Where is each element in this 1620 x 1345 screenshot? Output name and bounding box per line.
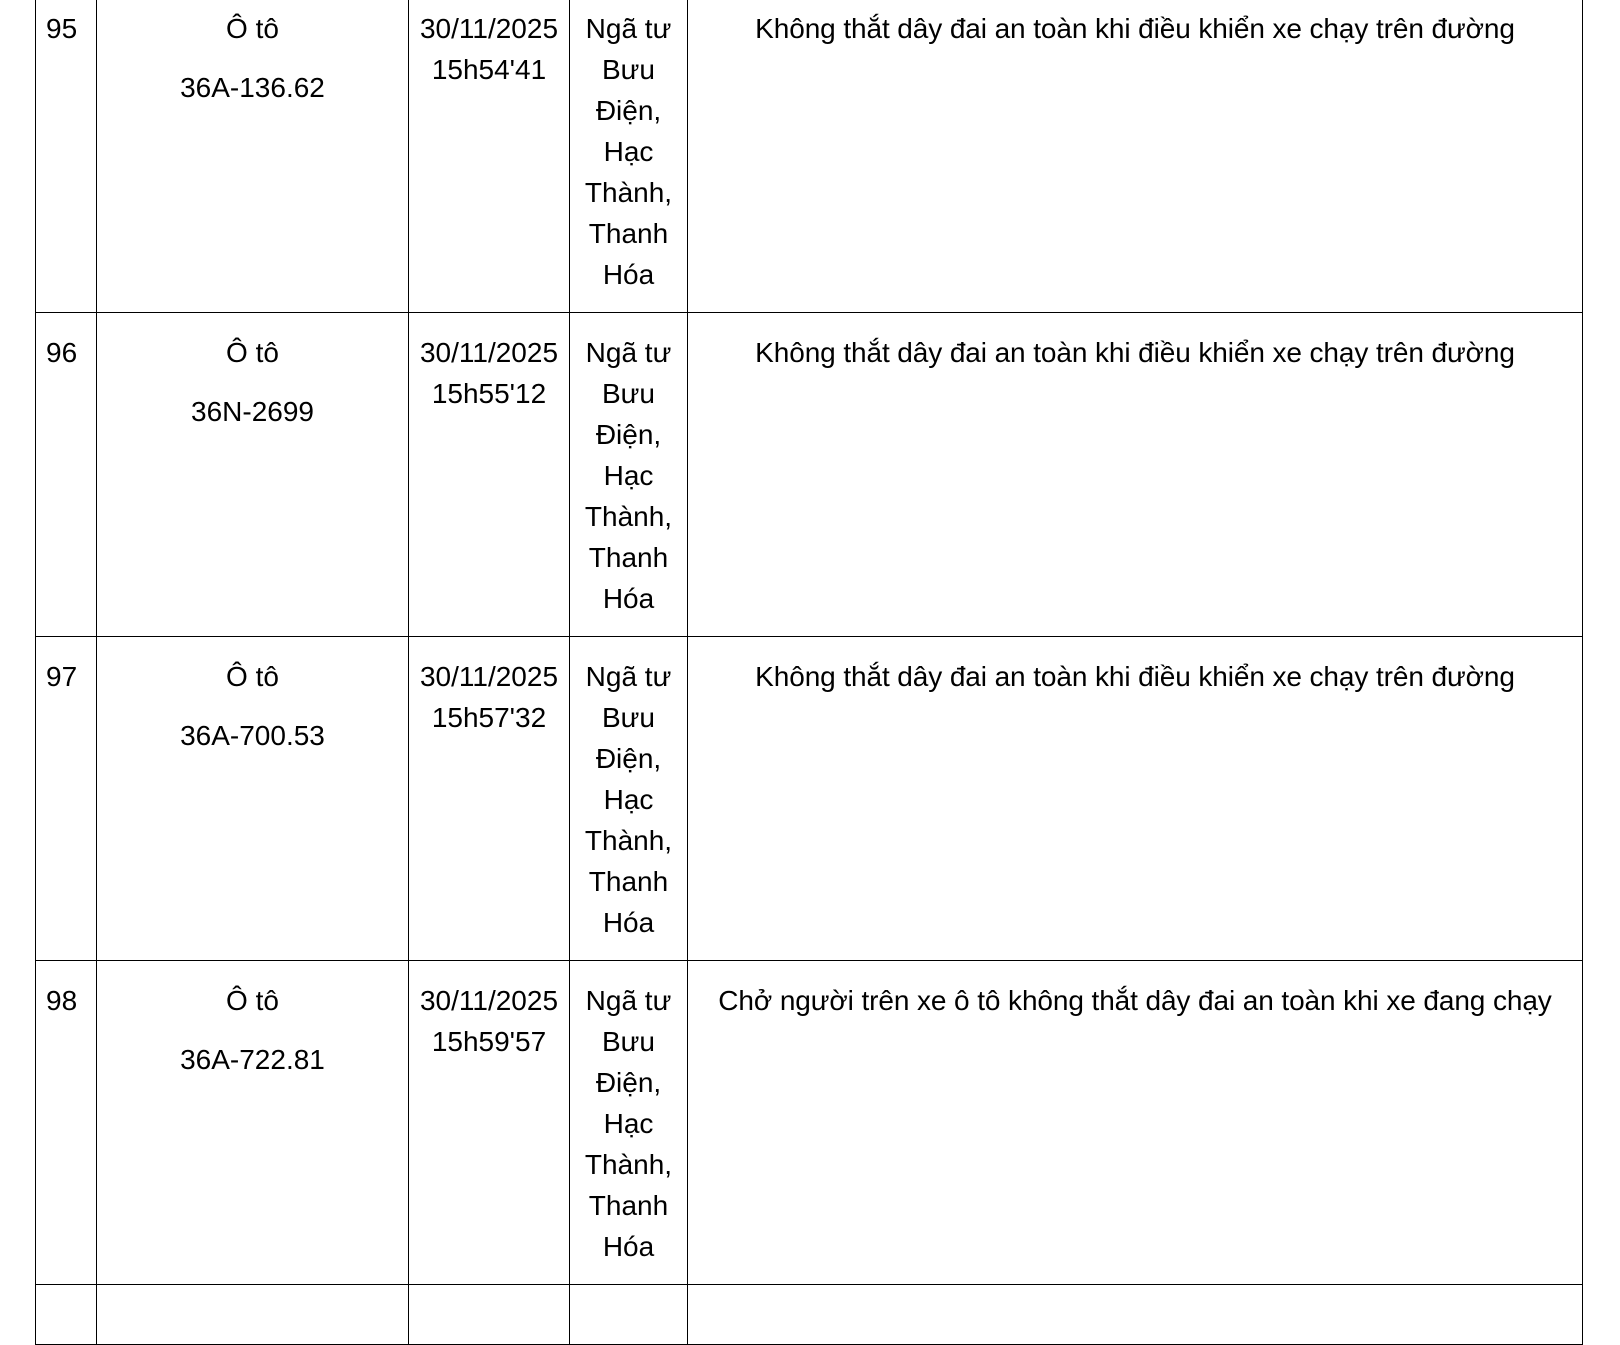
location-line: Thanh — [588, 542, 669, 573]
datetime-cell — [409, 1285, 570, 1345]
table-row — [36, 0, 1583, 313]
location-line: Thành, — [584, 501, 673, 532]
location-line: Hạc — [603, 784, 654, 815]
violation-description: Chở người trên xe ô tô không thắt dây đai an toàn khi xe đang chạy — [688, 961, 1583, 1285]
violation-date: 30/11/2025 — [419, 985, 559, 1016]
vehicle-cell — [97, 637, 409, 961]
location-line: Thành, — [584, 1149, 673, 1180]
violation-date: 30/11/2025 — [419, 661, 559, 692]
table-row — [36, 1285, 1583, 1345]
vehicle-cell — [97, 0, 409, 313]
violations-table-body — [36, 0, 1583, 1345]
location-cell — [570, 313, 688, 637]
table-row — [36, 961, 1583, 1285]
vehicle-cell — [97, 961, 409, 1285]
location-line: Hạc — [603, 136, 654, 167]
row-number — [36, 1285, 97, 1345]
location-line: Hóa — [602, 1231, 655, 1262]
location-line: Thanh — [588, 1190, 669, 1221]
row-number: 96 — [36, 313, 97, 637]
location-line: Bưu — [602, 702, 655, 733]
location-line: Thanh — [588, 218, 669, 249]
row-number: 95 — [36, 0, 97, 313]
location-line: Thanh — [588, 866, 669, 897]
location-line: Bưu — [602, 54, 655, 85]
location-line: Bưu — [602, 1026, 655, 1057]
vehicle-type: Ô tô — [226, 985, 279, 1016]
violation-description: Không thắt dây đai an toàn khi điều khiển xe chạy trên đường — [688, 313, 1583, 637]
location-cell — [570, 961, 688, 1285]
violation-time: 15h55'12 — [431, 378, 547, 409]
violations-table — [35, 0, 1583, 1345]
location-line: Điện, — [595, 1067, 662, 1098]
datetime-cell — [409, 0, 570, 313]
violation-description: Không thắt dây đai an toàn khi điều khiển xe chạy trên đường — [688, 0, 1583, 313]
location-cell — [570, 1285, 688, 1345]
row-number: 98 — [36, 961, 97, 1285]
violation-date: 30/11/2025 — [419, 337, 559, 368]
vehicle-cell — [97, 313, 409, 637]
vehicle-type: Ô tô — [226, 661, 279, 692]
location-line: Hóa — [602, 259, 655, 290]
datetime-cell — [409, 637, 570, 961]
row-number: 97 — [36, 637, 97, 961]
location-cell — [570, 0, 688, 313]
location-line: Ngã tư — [585, 661, 672, 692]
violation-time: 15h54'41 — [431, 54, 547, 85]
location-line: Điện, — [595, 419, 662, 450]
table-row — [36, 637, 1583, 961]
table-row — [36, 313, 1583, 637]
location-line: Điện, — [595, 743, 662, 774]
location-line: Bưu — [602, 378, 655, 409]
datetime-cell — [409, 313, 570, 637]
violation-date: 30/11/2025 — [419, 13, 559, 44]
location-line: Thành, — [584, 177, 673, 208]
location-line: Ngã tư — [585, 337, 672, 368]
violation-time: 15h57'32 — [431, 702, 547, 733]
location-line: Hóa — [602, 583, 655, 614]
location-line: Ngã tư — [585, 13, 672, 44]
violation-time: 15h59'57 — [431, 1026, 547, 1057]
license-plate: 36A-722.81 — [180, 1044, 325, 1075]
location-line: Hạc — [603, 1108, 654, 1139]
license-plate: 36A-700.53 — [180, 720, 325, 751]
violation-description — [688, 1285, 1583, 1345]
violation-description: Không thắt dây đai an toàn khi điều khiển xe chạy trên đường — [688, 637, 1583, 961]
location-line: Hạc — [603, 460, 654, 491]
datetime-cell — [409, 961, 570, 1285]
license-plate: 36A-136.62 — [180, 72, 325, 103]
vehicle-type: Ô tô — [226, 13, 279, 44]
vehicle-type: Ô tô — [226, 337, 279, 368]
location-line: Ngã tư — [585, 985, 672, 1016]
license-plate: 36N-2699 — [191, 396, 314, 427]
location-cell — [570, 637, 688, 961]
location-line: Thành, — [584, 825, 673, 856]
location-line: Hóa — [602, 907, 655, 938]
vehicle-cell — [97, 1285, 409, 1345]
location-line: Điện, — [595, 95, 662, 126]
